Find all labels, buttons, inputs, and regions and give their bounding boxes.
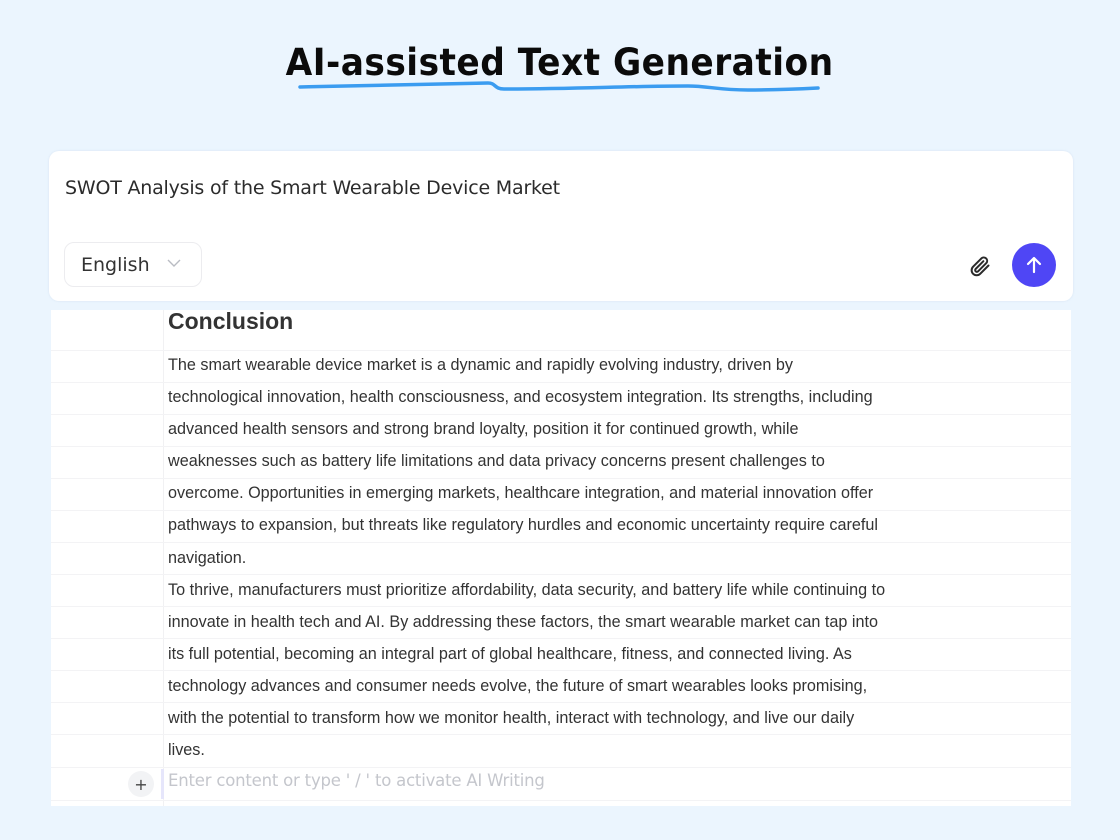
paragraph-line: technological innovation, health consciousness, and ecosystem integration. Its strengths, including [168,388,873,407]
paragraph-line: overcome. Opportunities in emerging markets, healthcare integration, and material innovation offer [168,484,874,503]
paragraph [168,349,968,574]
paperclip-icon [968,254,992,278]
send-button[interactable] [1012,243,1056,287]
gutter-divider [163,310,164,806]
row-divider [51,800,1071,801]
active-line-indicator [161,769,164,799]
chevron-down-icon [167,258,181,268]
editor-input-placeholder[interactable]: Enter content or type ' / ' to activate AI Writing [168,771,545,790]
document-editor[interactable] [51,310,1071,806]
arrow-up-icon [1024,255,1044,275]
paragraph-line: pathways to expansion, but threats like regulatory hurdles and economic uncertainty require careful [168,516,878,535]
paragraph-line: To thrive, manufacturers must prioritize affordability, data security, and battery life while continuing to [168,581,886,599]
language-select[interactable] [64,242,202,287]
section-heading: Conclusion [168,308,294,334]
banner-title: AI-assisted Text Generation [285,41,834,84]
paragraph-line: with the potential to transform how we monitor health, interact with technology, and live our daily [168,709,855,728]
prompt-input[interactable]: SWOT Analysis of the Smart Wearable Device Market [65,177,560,199]
paragraph-line: technology advances and consumer needs evolve, the future of smart wearables looks promising, [168,677,868,696]
row-divider [51,767,1071,768]
paragraph-line: innovate in health tech and AI. By addressing these factors, the smart wearable market can tap into [168,613,878,632]
language-select-value: English [81,253,150,276]
paragraph [168,574,968,767]
prompt-input-card [49,151,1073,301]
paragraph-line: weaknesses such as battery life limitations and data privacy concerns present challenges to [168,452,825,471]
add-block-button[interactable] [128,771,154,797]
attach-file-button[interactable] [966,252,994,280]
paragraph-line: advanced health sensors and strong brand loyalty, position it for continued growth, while [168,420,799,439]
paragraph-line: lives. [168,741,205,760]
title-underline-decoration [298,80,820,94]
paragraph-line: The smart wearable device market is a dynamic and rapidly evolving industry, driven by [168,356,793,374]
plus-icon: + [134,774,148,794]
paragraph-line: navigation. [168,548,247,567]
paragraph-line: its full potential, becoming an integral part of global healthcare, fitness, and connected living. As [168,645,852,664]
